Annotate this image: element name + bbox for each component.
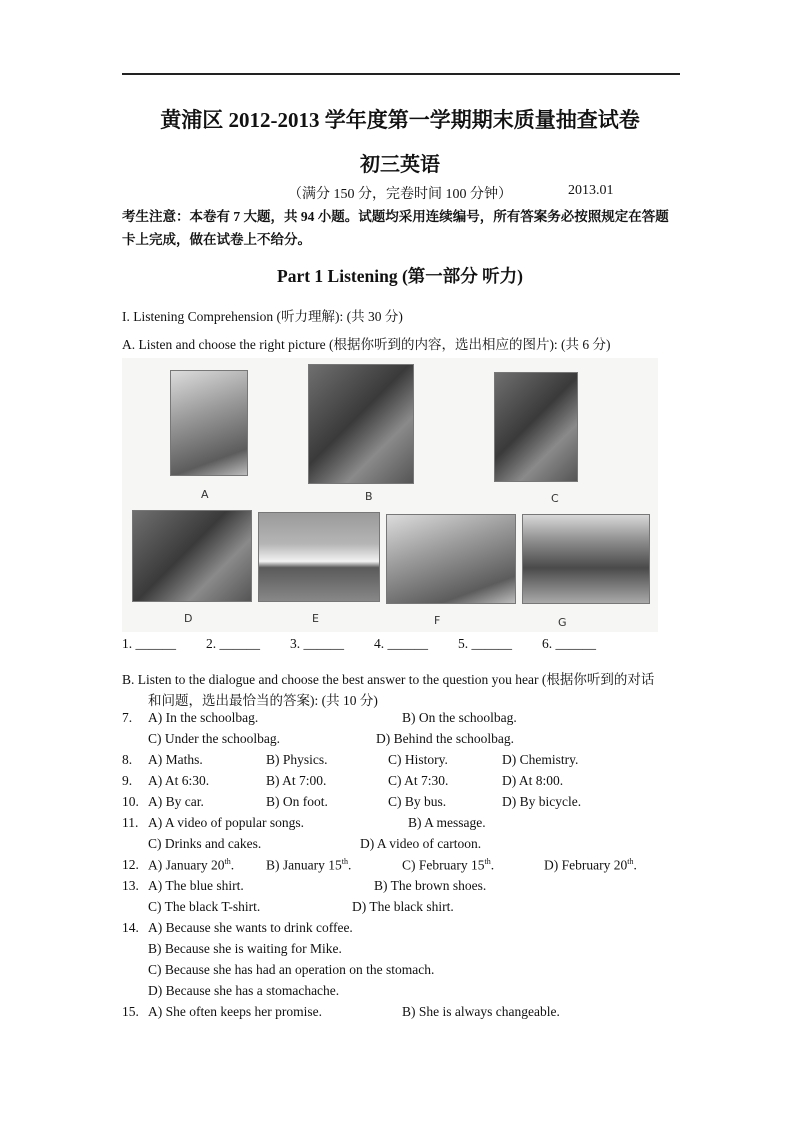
option-c: C) The black T-shirt. [148,899,261,914]
exam-subtitle: 初三英语 [360,154,440,176]
picture-panel [122,358,658,632]
answer-blank: 3. ______ [290,636,344,651]
picture-g [522,514,650,604]
picture-c [494,372,578,482]
option-c: C) Drinks and cakes. [148,836,262,851]
option-a: A) In the schoolbag. [148,710,259,725]
picture-label: B [365,490,373,503]
option-d: D) At 8:00. [502,773,564,788]
question-number: 13. [122,878,139,893]
answer-blank: 5. ______ [458,636,512,651]
option-end: . [490,857,495,873]
score-line: （满分 150 分，完卷时间 100 分钟） [288,187,512,202]
ordinal-suffix: th [627,857,634,866]
picture-label: D [184,612,193,625]
option-b [266,857,351,874]
ordinal-suffix: th [484,857,491,866]
answer-blank: 6. ______ [542,636,596,651]
option-end: . [347,857,352,873]
option-a: A) The blue shirt. [148,878,244,893]
question-number: 12. [122,857,139,872]
option-a: A) Because she wants to drink coffee. [148,920,353,935]
option-d-text: D) February 20 [544,857,628,873]
option-b-text: B) January 15 [266,857,342,873]
option-c [402,857,494,874]
option-b: B) Physics. [266,752,328,767]
question-number: 9. [122,773,133,788]
option-b: B) On foot. [266,794,328,809]
option-d: D) Behind the schoolbag. [376,731,514,746]
option-end: . [230,857,235,873]
option-b: B) She is always changeable. [402,1004,560,1019]
answer-blank: 1. ______ [122,636,176,651]
option-a: A) Maths. [148,752,203,767]
notice-line: 卡上完成，做在试卷上不给分。 [122,232,311,247]
option-a: A) A video of popular songs. [148,815,304,830]
picture-label: C [551,492,559,505]
part-title: Part 1 Listening (第一部分 听力) [277,266,523,286]
option-c: C) At 7:30. [388,773,449,788]
option-d: D) The black shirt. [352,899,454,914]
option-b: B) On the schoolbag. [402,710,517,725]
section-i-heading: I. Listening Comprehension (听力理解): (共 30 分) [122,309,403,324]
section-b-heading: B. Listen to the dialogue and choose the best answer to the question you hear (根据你听到的对话 [122,672,655,687]
option-b: B) The brown shoes. [374,878,487,893]
option-c: C) History. [388,752,448,767]
option-d: D) Chemistry. [502,752,579,767]
option-b: B) At 7:00. [266,773,327,788]
question-number: 11. [122,815,139,830]
option-b: B) Because she is waiting for Mike. [148,941,342,956]
option-a: A) She often keeps her promise. [148,1004,322,1019]
picture-label: E [312,612,319,625]
picture-f [386,514,516,604]
section-a-heading: A. Listen and choose the right picture (根据你听到的内容，选出相应的图片): (共 6 分) [122,337,611,352]
answer-blank: 2. ______ [206,636,260,651]
option-end: . [633,857,637,873]
option-a: A) By car. [148,794,204,809]
option-d [544,857,637,874]
option-c-text: C) February 15 [402,857,485,873]
picture-b [308,364,414,484]
section-b-heading-cont: 和问题，选出最恰当的答案): (共 10 分) [148,693,378,708]
option-c: C) Under the schoolbag. [148,731,280,746]
question-number: 14. [122,920,139,935]
ordinal-suffix: th [224,857,231,866]
option-b: B) A message. [408,815,486,830]
exam-date: 2013.01 [568,183,614,198]
option-d: D) Because she has a stomachache. [148,983,340,998]
option-c: C) By bus. [388,794,447,809]
option-a-text: A) January 20 [148,857,225,873]
picture-label: F [434,614,441,627]
option-c: C) Because she has had an operation on the stomach. [148,962,435,977]
ordinal-suffix: th [341,857,348,866]
picture-label: G [558,616,567,629]
picture-e [258,512,380,602]
question-number: 15. [122,1004,139,1019]
exam-title: 黄浦区 2012-2013 学年度第一学期期末质量抽查试卷 [160,108,640,132]
picture-label: A [201,488,209,501]
top-rule [122,73,680,75]
notice-line: 考生注意：本卷有 7 大题，共 94 小题。试题均采用连续编号，所有答案务必按照规定在答题 [122,209,669,224]
exam-notice [122,205,682,251]
question-number: 7. [122,710,133,725]
option-a [148,857,234,874]
option-a: A) At 6:30. [148,773,210,788]
picture-a [170,370,248,476]
answer-blank: 4. ______ [374,636,428,651]
picture-d [132,510,252,602]
question-number: 10. [122,794,139,809]
option-d: D) A video of cartoon. [360,836,482,851]
question-number: 8. [122,752,133,767]
option-d: D) By bicycle. [502,794,582,809]
